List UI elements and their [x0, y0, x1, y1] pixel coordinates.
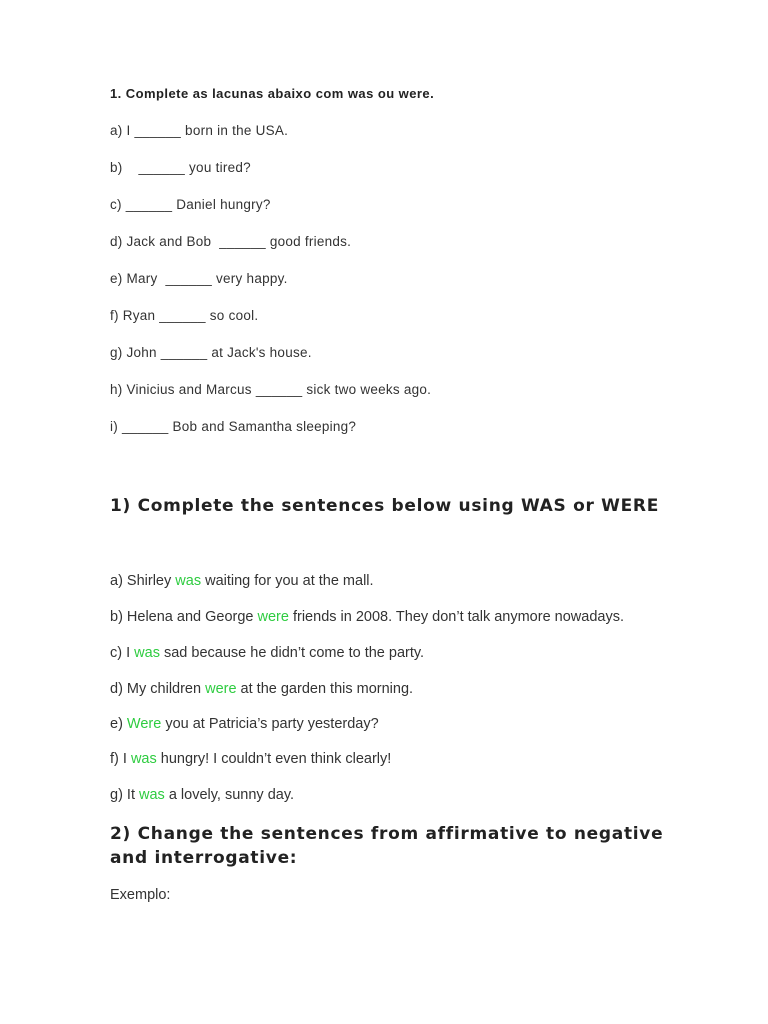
answer-word: was	[130, 751, 157, 767]
answer-item-b	[110, 609, 624, 625]
sentence-suffix: hungry! I couldn’t even think clearly!	[156, 751, 392, 767]
answer-word: was	[175, 573, 202, 589]
sentence-suffix: at the garden this morning.	[236, 681, 414, 697]
answer-item-a	[110, 573, 374, 589]
example-label: Exemplo:	[110, 887, 171, 903]
section-2-heading: 1) Complete the sentences below using WAS or WERE	[110, 496, 660, 516]
sentence-prefix: d) My children	[110, 681, 206, 697]
sentence-suffix: a lovely, sunny day.	[164, 787, 295, 803]
sentence-suffix: sad because he didn’t come to the party.	[159, 645, 425, 661]
answer-item-e	[110, 716, 379, 732]
sentence-prefix: f) I	[110, 751, 131, 767]
section-1-title: 1. Complete as lacunas abaixo com was ou were.	[110, 86, 435, 101]
exercise-item-f: f) Ryan ______ so cool.	[110, 308, 259, 323]
sentence-suffix: friends in 2008. They don’t talk anymore nowadays.	[288, 609, 624, 625]
answer-item-c	[110, 645, 424, 661]
sentence-suffix: you at Patricia’s party yesterday?	[161, 716, 379, 732]
exercise-item-e: e) Mary ______ very happy.	[110, 271, 288, 286]
answer-word: were	[257, 609, 289, 625]
exercise-item-d: d) Jack and Bob ______ good friends.	[110, 234, 352, 249]
sentence-suffix: waiting for you at the mall.	[201, 573, 374, 589]
answer-item-g	[110, 787, 294, 803]
answer-word: was	[139, 787, 165, 803]
sentence-prefix: b) Helena and George	[110, 609, 258, 625]
answer-item-f	[110, 751, 391, 767]
sentence-prefix: c) I	[110, 645, 135, 661]
sentence-prefix: e)	[110, 716, 127, 732]
exercise-item-c: c) ______ Daniel hungry?	[110, 197, 271, 212]
exercise-item-b: b) ______ you tired?	[110, 160, 251, 175]
exercise-item-a: a) I ______ born in the USA.	[110, 123, 289, 138]
exercise-item-g: g) John ______ at Jack's house.	[110, 345, 312, 360]
sentence-prefix: g) It	[110, 787, 140, 803]
exercise-item-h: h) Vinicius and Marcus ______ sick two weeks ago.	[110, 382, 432, 397]
answer-word: Were	[126, 716, 162, 732]
exercise-item-i: i) ______ Bob and Samantha sleeping?	[110, 419, 357, 434]
answer-item-d	[110, 681, 413, 697]
answer-word: were	[205, 681, 237, 697]
section-3-heading: 2) Change the sentences from affirmative to negative and interrogative:	[110, 824, 664, 868]
answer-word: was	[134, 645, 160, 661]
sentence-prefix: a) Shirley	[110, 573, 176, 589]
